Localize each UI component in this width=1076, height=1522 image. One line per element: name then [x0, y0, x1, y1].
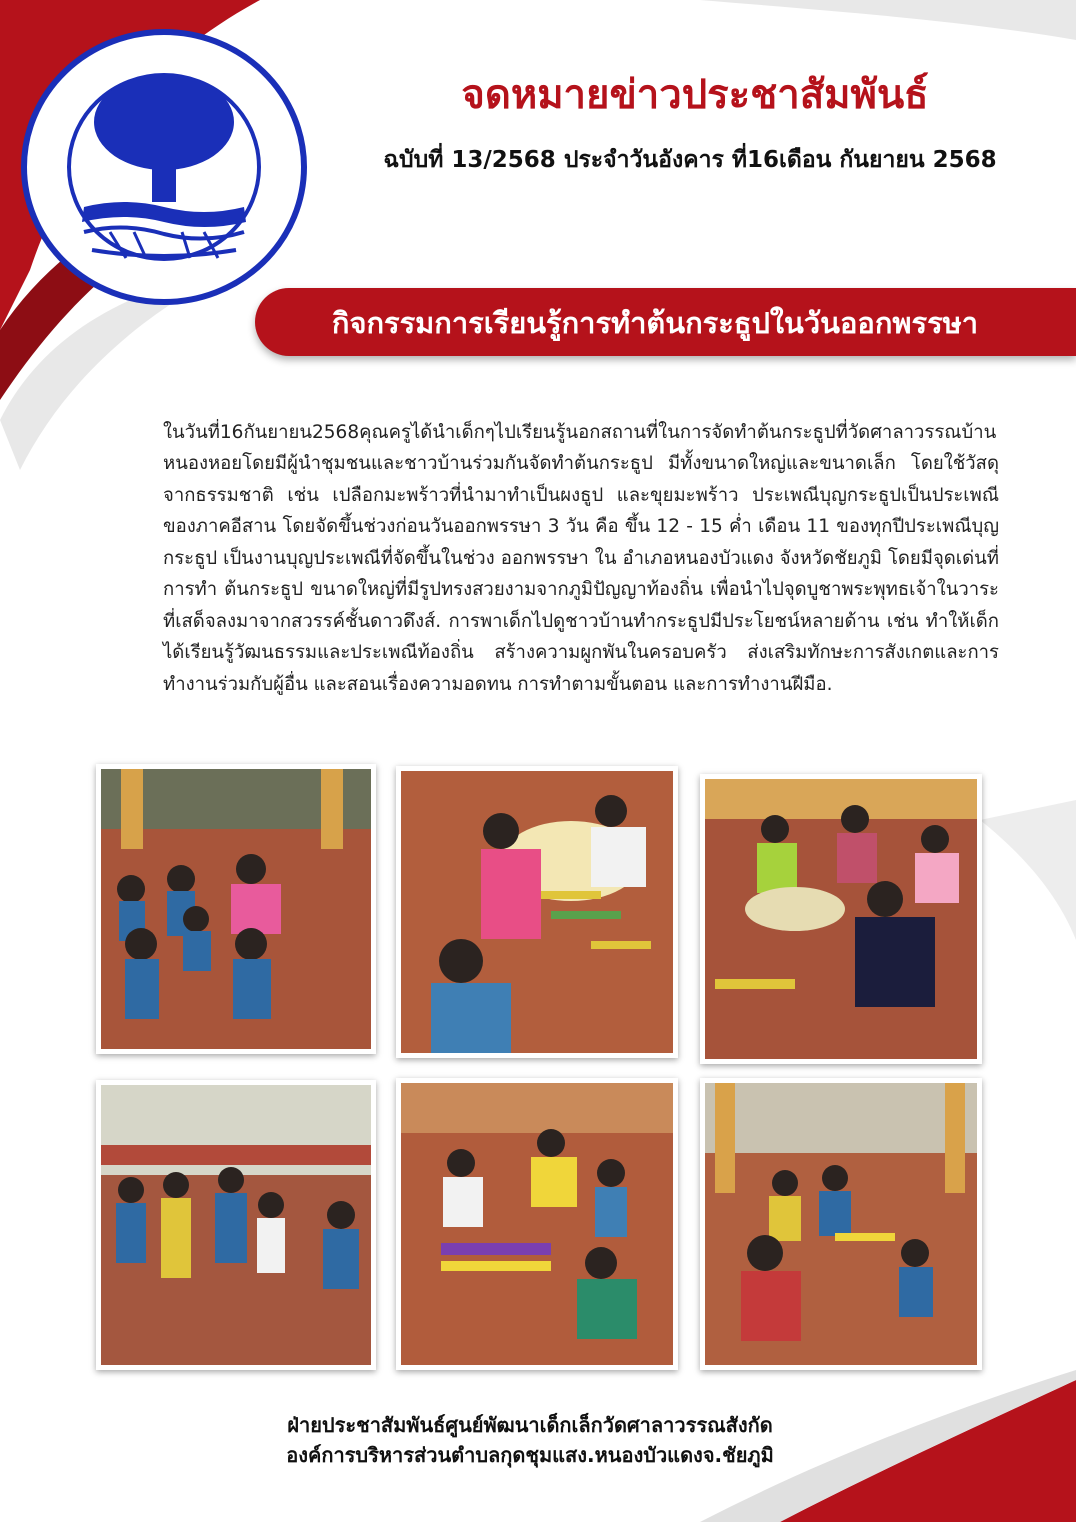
footer: [180, 1410, 880, 1470]
activity-title: กิจกรรมการเรียนรู้การทำต้นกระธูปในวันออกพรรษา: [331, 306, 979, 340]
photo-3: [700, 774, 982, 1064]
issue-info: ฉบับที่ 13/2568 ประจำวันอังคาร ที่16เดือน กันยายน 2568: [383, 147, 997, 173]
photo-1: [96, 764, 376, 1054]
photo-4: [96, 1080, 376, 1370]
photo-6: [700, 1078, 982, 1370]
activity-banner: [255, 288, 1076, 356]
article-body: ในวันที่16กันยายน2568คุณครูได้นำเด็กๆไปเรียนรู้นอกสถานที่ในการจัดทำต้นกระธูปที่วัดศาลาวรรณบ้านหนองหอยโดยมีผู้นำชุมชนและชาวบ้านร่วมกันจัดทำต้นกระธูป มีทั้งขนาดใหญ่และขนาดเล็ก โดยใช้วัสดุจากธรรมชาติ เช่น เปลือกมะพร้าวที่นำมาทำเป็นผงธูป และขุยมะพร้าว ประเพณีบุญกระธูปเป็นประเพณีของภาคอีสาน โดยจัดขึ้นช่วงก่อนวันออกพรรษา 3 วัน คือ ขึ้น 12 - 15 ค่ำ เดือน 11 ของทุกปีประเพณีบุญกระธูป เป็นงานบุญประเพณีที่จัดขึ้นในช่วง ออกพรรษา ใน อำเภอหนองบัวแดง จังหวัดชัยภูมิ โดยมีจุดเด่นที่การทำ ต้นกระธูป ขนาดใหญ่ที่มีรูปทรงสวยงามจากภูมิปัญญาท้องถิ่น เพื่อนำไปจุดบูชาพระพุทธเจ้าในวาระที่เสด็จลงมาจากสวรรค์ชั้นดาวดึงส์. การพาเด็กไปดูชาวบ้านทำกระธูปมีประโยชน์หลายด้าน เช่น ทำให้เด็กได้เรียนรู้วัฒนธรรมและประเพณีท้องถิ่น สร้างความผูกพันในครอบครัว ส่งเสริมทักษะการสังเกตและการทำงานร่วมกับผู้อื่น และสอนเรื่องความอดทน การทำตามขั้นตอน และการทำงานฝีมือ.: [163, 421, 999, 695]
school-logo: [14, 22, 314, 312]
footer-line-1: ฝ่ายประชาสัมพันธ์ศูนย์พัฒนาเด็กเล็กวัดศาลาวรรณสังกัด: [287, 1413, 773, 1437]
photo-2: [396, 766, 678, 1058]
footer-line-2: องค์การบริหารส่วนตำบลกุดชุมแสง.หนองบัวแดงจ.ชัยภูมิ: [286, 1443, 774, 1467]
newsletter-title: จดหมายข่าวประชาสัมพันธ์: [461, 72, 929, 118]
photo-5: [396, 1078, 678, 1370]
